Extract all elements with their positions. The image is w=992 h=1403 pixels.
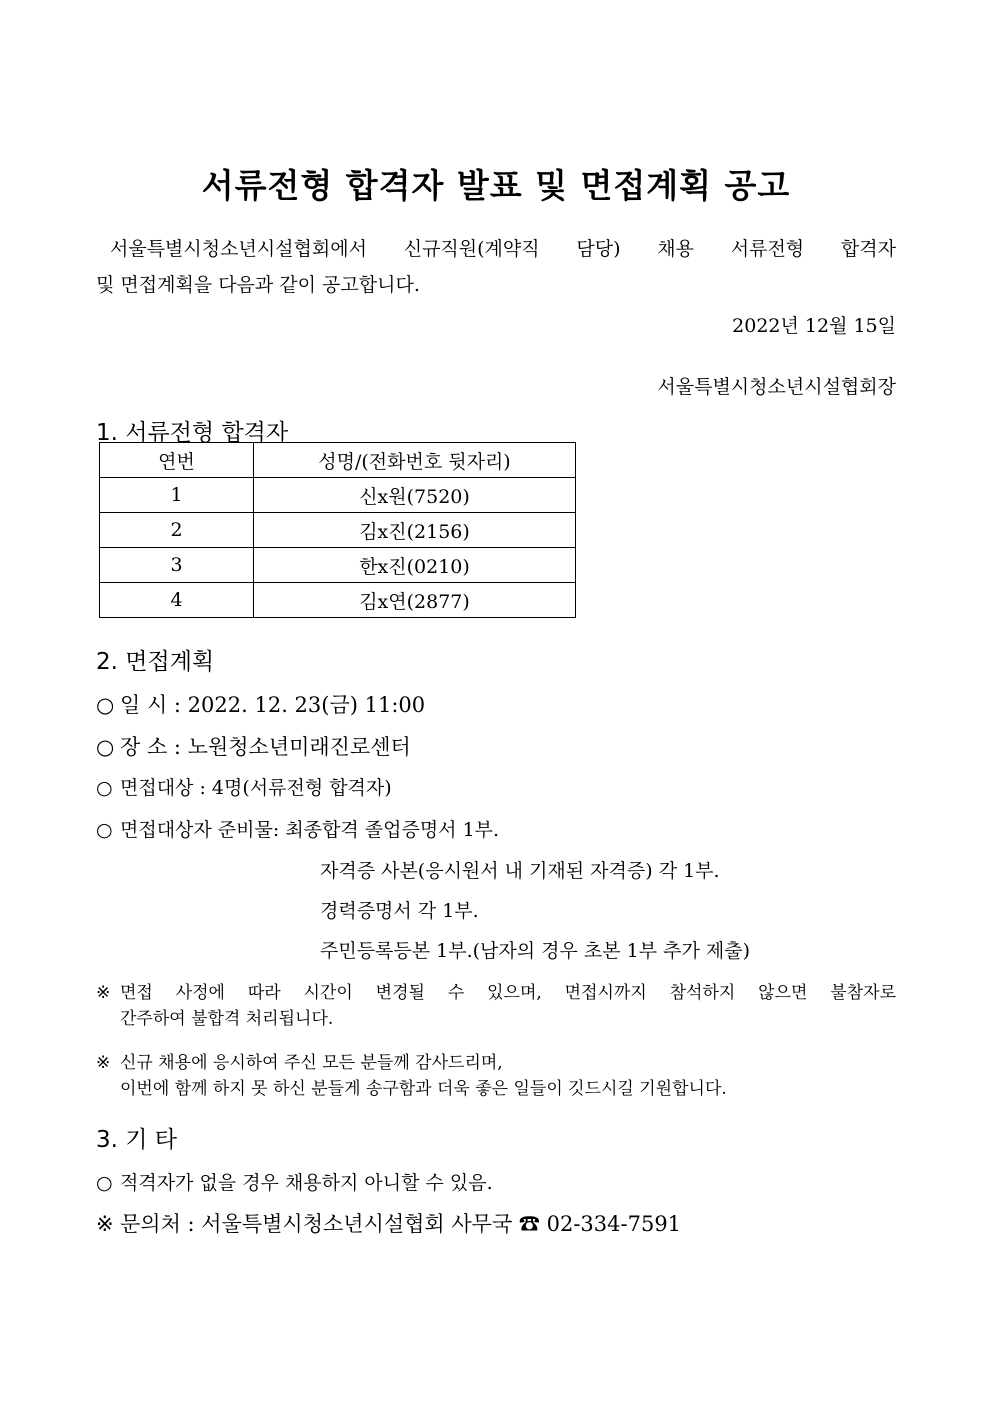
circle-bullet-icon: ○ bbox=[96, 735, 115, 759]
row-name: 김x연(2877) bbox=[254, 583, 576, 618]
table-header-row bbox=[100, 443, 576, 478]
row-name: 김x진(2156) bbox=[254, 513, 576, 548]
material-item: 주민등록등본 1부.(남자의 경우 초본 1부 추가 제출) bbox=[320, 940, 751, 962]
note-line: 신규 채용에 응시하여 주신 모든 분들께 감사드리며, bbox=[120, 1053, 503, 1073]
table-row bbox=[100, 548, 576, 583]
row-number: 3 bbox=[100, 548, 254, 583]
row-number: 1 bbox=[100, 478, 254, 513]
intro-line-2: 및 면접계획을 다음과 같이 공고합니다. bbox=[96, 274, 420, 296]
announcement-date: 2022년 12월 15일 bbox=[732, 315, 896, 337]
row-number: 4 bbox=[100, 583, 254, 618]
reference-mark-icon: ※ bbox=[96, 1212, 114, 1236]
column-header-name: 성명/(전화번호 뒷자리) bbox=[254, 443, 576, 478]
note-line: 간주하여 불합격 처리됩니다. bbox=[120, 1009, 334, 1029]
note-line: 면접 사정에 따라 시간이 변경될 수 있으며, 면접시까지 참석하지 않으면 불참자로 bbox=[120, 983, 896, 1003]
circle-bullet-icon: ○ bbox=[96, 693, 115, 717]
note-thanks bbox=[96, 1050, 896, 1102]
column-header-number: 연번 bbox=[100, 443, 254, 478]
intro-paragraph bbox=[96, 231, 896, 303]
circle-bullet-icon: ○ bbox=[96, 777, 113, 799]
material-item: 자격증 사본(응시원서 내 기재된 자격증) 각 1부. bbox=[320, 860, 720, 882]
row-number: 2 bbox=[100, 513, 254, 548]
row-name: 신x원(7520) bbox=[254, 478, 576, 513]
material-item: 경력증명서 각 1부. bbox=[320, 900, 479, 922]
interview-datetime bbox=[96, 689, 425, 719]
reference-mark-icon: ※ bbox=[96, 1053, 111, 1073]
contact-info bbox=[96, 1208, 681, 1238]
section-3-heading: 3. 기 타 bbox=[96, 1127, 178, 1153]
interview-materials bbox=[96, 815, 499, 842]
note-schedule-change bbox=[96, 980, 896, 1032]
contact-text: 문의처 : 서울특별시청소년시설협회 사무국 ☎ 02-334-7591 bbox=[120, 1212, 682, 1236]
table-row bbox=[100, 583, 576, 618]
interview-materials-text: 면접대상자 준비물: 최종합격 졸업증명서 1부. bbox=[120, 819, 500, 841]
circle-bullet-icon: ○ bbox=[96, 1172, 113, 1194]
other-item bbox=[96, 1168, 493, 1195]
interview-target bbox=[96, 773, 392, 800]
interview-datetime-text: 일 시 : 2022. 12. 23(금) 11:00 bbox=[120, 693, 426, 717]
table-row bbox=[100, 513, 576, 548]
document-title: 서류전형 합격자 발표 및 면접계획 공고 bbox=[201, 166, 791, 205]
interview-target-text: 면접대상 : 4명(서류전형 합격자) bbox=[120, 777, 392, 799]
other-item-text: 적격자가 없을 경우 채용하지 아니할 수 있음. bbox=[120, 1172, 493, 1194]
passer-table bbox=[99, 442, 576, 618]
reference-mark-icon: ※ bbox=[96, 983, 111, 1003]
circle-bullet-icon: ○ bbox=[96, 819, 113, 841]
intro-line-1: 서울특별시청소년시설협회에서 신규직원(계약직 담당) 채용 서류전형 합격자 bbox=[110, 238, 896, 260]
section-1-heading: 1. 서류전형 합격자 bbox=[96, 420, 289, 446]
interview-location-text: 장 소 : 노원청소년미래진로센터 bbox=[120, 735, 411, 759]
row-name: 한x진(0210) bbox=[254, 548, 576, 583]
table-row bbox=[100, 478, 576, 513]
note-line: 이번에 함께 하지 못 하신 분들게 송구함과 더욱 좋은 일들이 깃드시길 기원합니다. bbox=[120, 1079, 727, 1099]
section-2-heading: 2. 면접계획 bbox=[96, 649, 215, 675]
signature: 서울특별시청소년시설협회장 bbox=[657, 376, 896, 398]
interview-location bbox=[96, 731, 411, 761]
